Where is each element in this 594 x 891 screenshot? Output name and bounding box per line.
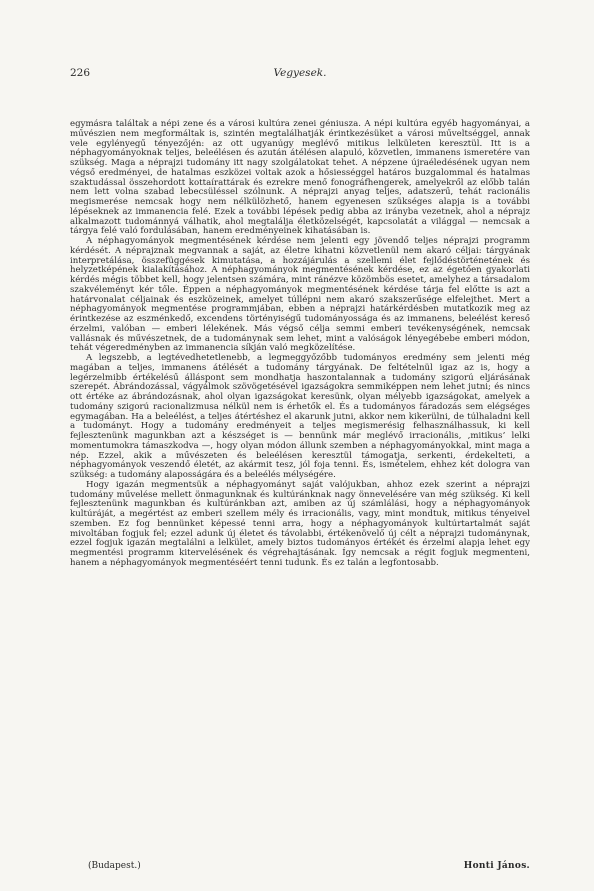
page-number: 226 — [70, 67, 91, 79]
paragraph-3: A legszebb, a legtévedhetetlenebb, a legmeggyőzőbb tudományos eredmény sem jelenti még magában a teljes, immanens átélését a tudomány tárgyának. De feltételnül igaz az is, hogy a legérzelmibb értékelésű álláspont sem mondhatja haszontalannak a tudomány szigorú eljárásának szerepét. Ábrándozással, vágyálmok szövögetésével igazságokra semmiképpen nem lehet jutni; és nincs ott értéke az ábrándozásnak, ahol olyan igazságokat keresünk, olyan mélyebb igazságokat, amelyek a tudomány szigorú racionalizmusa nélkül nem is érhetők el. És a tudományos fáradozás sem elégséges egymagában. Ha a beleélést, a teljes átértéshez el akarunk jutni, akkor nem kikerülni, de túlhaladni kell a tudományt. Hogy a tudomány eredményeit a teljes megismerésig felhasználhassuk, ki kell fejlesztenünk magunkban azt a készséget is — bennünk már meglévő irracionális, ‚mitikus’ lelki momentumokra támaszkodva —, hogy olyan módon állunk szemben a néphagyományokkal, mint maga a nép. Ezzel, akik a művészeten és beleélésen keresztül támogatja, serkenti, érdekelteti, a néphagyományok veszendő életét, az akármit tesz, jól foja tenni. És, ismételem, ehhez két dologra van szükség: a tudomány alaposságára és a beleélés mélységére. — [70, 353, 530, 480]
running-title: Vegyesek. — [273, 67, 327, 79]
page-header — [70, 67, 530, 83]
paragraph-2: A néphagyományok megmentésének kérdése nem jelenti egy jövendő teljes néprajzi programm kérdését. A néprajznak megvannak a saját, az életre kihatni közvetlenül nem akaró céljai: tárgyának interpretálása, összefüggések kimutatása, a hozzájárulás a szellemi élet fejlődéstörténetének és helyzetképének kialakításához. A néphagyományok megmentésének kérdése, ez az égetően gyakorlati kérdés mégis többet kell, hogy jelentsen számára, mint ránézve közömbös esetet, amelyhez a társadalom szakvéleményt kér tőle. Éppen a néphagyományok megmentésének kérdése tárja fel előtte is azt a határvonalat céljainak és eszközeinek, amelyet túllépni nem akaró szakszerűsége elfelejthet. Mert a néphagyományok megmentése programmjában, ebben a néprajzi határkérdésben mutatkozik meg az érintkezése az eszménkedő, excendens történyiségű tudományossága és az immanens, beleélést kereső érzelmi, valóban — emberi lélekének. Más végső célja semmi emberi tevékenységének, nemcsak vallásnak és művészetnek, de a tudománynak sem lehet, mint a valóságok lényegébebe emberi módon, tehát végeredményben az immanencia síkján való megközelítése. — [70, 236, 530, 354]
paragraph-4: Hogy igazán megmentsük a néphagyományt saját valójukban, ahhoz ezek szerint a néprajzi tudomány művelése mellett önmagunknak és kultúránknak nagy önnevelésére van még szükség. Ki kell fejlesztenünk magunkban és kultúránkban azt, amiben az új számlálási, hogy a néphagyományok kultúráját, a megértést az emberi szellem mély és irracionális, vagy, mint mondtuk, mitikus tényeivel szemben. Ez fog bennünket képessé tenni arra, hogy a néphagyományok kultúrtartalmát saját mivoltában fogjuk fel; ezzel adunk új életet és távolabbi, értékenövelő új célt a néprajzi tudománynak, ezzel fogjuk igazán megtalálni a lelkület, amely biztos tudományos értékét és érzelmi alapja lehet egy megmentési programm kitervelésének és végrehajtásának. Így nemcsak a régit fogjuk megmenteni, hanem a néphagyományok megmentéséért tenni tudunk. És ez talán a legfontosabb. — [70, 479, 530, 568]
author-name: Honti János. — [463, 861, 530, 871]
paragraph-1: egymásra találtak a népi zene és a városi kultúra zenei géniusza. A népi kultúra egyéb hagyományai, a művészien nem megformáltak is, szintén megtalálhatják érintkezésüket a városi műveltséggel, annak vele egylényegű tényezőjén: az ott ugyanúgy meglévő mitikus lelkületen keresztül. Itt is a néphagyományoknak teljes, beleélésen és azután átélésen alapuló, közvetlen, immanens ismeretére van szükség. Maga a néprajzi tudomány itt nagy szolgálatokat tehet. A népzene újraéledésének ugyan nem végső eredményei, de hatalmas eszközei voltak azok a hősiességgel határos buzgalommal és hatalmas szaktudással összehordott kottaírattárak és ezrekre menő fonográfhengerek, amelyekről az előbb talán nem lett volna szabad lebecsüléssel szólnunk. A néprajzi anyag teljes, adatszerű, tehát racionális megismerése nemcsak hogy nem nélkülözhető, hanem egyenesen szükséges alapja is a további lépéseknek az immanencia felé. Ezek a további lépések pedig abba az irányba vezetnek, ahol a néprajz alkalmazott tudománnyá válhatik, ahol megtalálja életközelségét, kapcsolatát a világgal — nemcsak a tárgya felé való fordulásában, hanem eredményeinek kihatásában is. — [70, 119, 530, 237]
article-signature — [70, 861, 530, 873]
article-body — [70, 120, 530, 569]
place-note: (Budapest.) — [88, 861, 141, 871]
